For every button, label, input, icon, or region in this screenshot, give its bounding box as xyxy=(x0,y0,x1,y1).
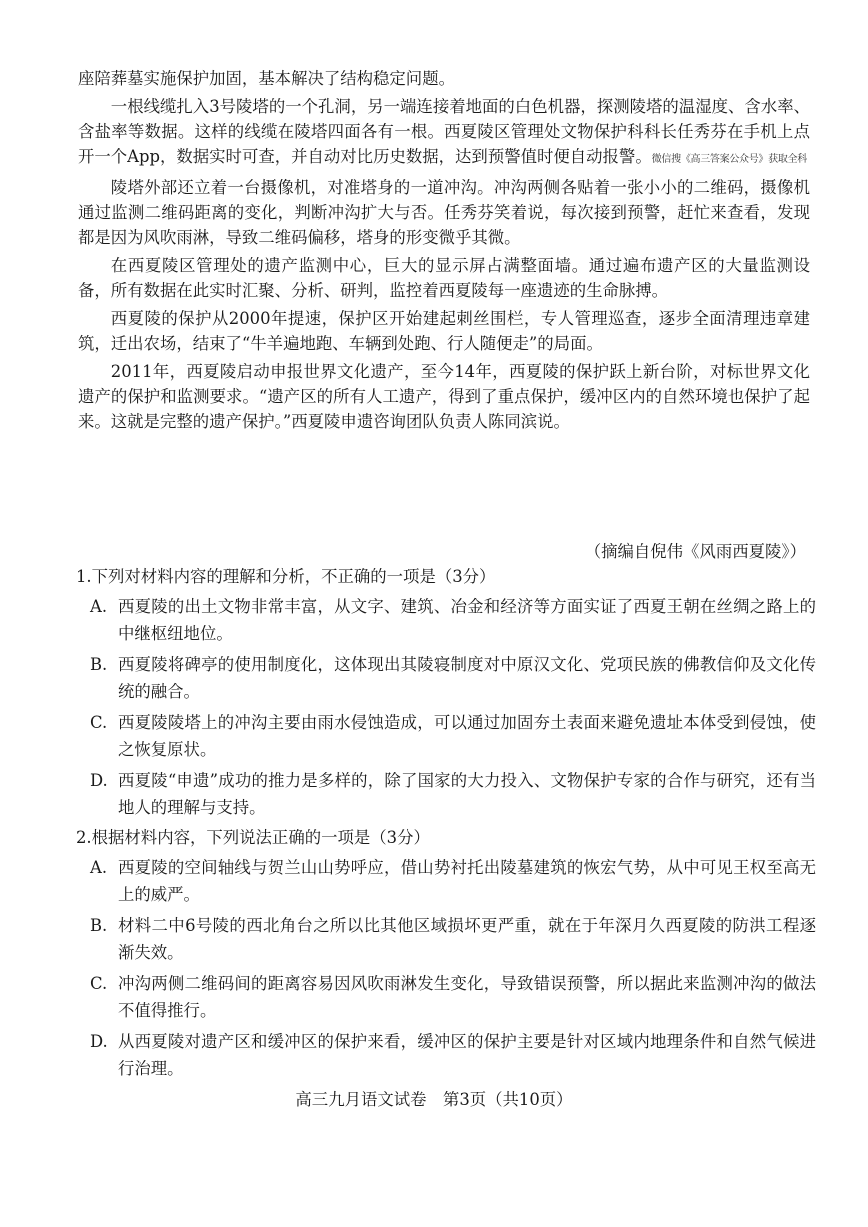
question-2-option-a[interactable] xyxy=(76,854,816,908)
option-text: 西夏陵的空间轴线与贺兰山山势呼应，借山势衬托出陵墓建筑的恢宏气势，从中可见王权至高无上的威严。 xyxy=(118,858,816,904)
question-2-option-b[interactable] xyxy=(76,912,816,966)
passage-source: （摘编自倪伟《风雨西夏陵》） xyxy=(584,542,806,561)
option-letter: C. xyxy=(90,974,108,993)
option-text: 西夏陵的出土文物非常丰富，从文字、建筑、冶金和经济等方面实证了西夏王朝在丝绸之路上的中继枢纽地位。 xyxy=(118,597,816,643)
passage-paragraph-6: 2011年，西夏陵启动申报世界文化遗产，至今14年，西夏陵的保护跃上新台阶，对标世界文化遗产的保护和监测要求。“遗产区的所有人工遗产，得到了重点保护，缓冲区内的自然环境也保护了起来。这就是完整的遗产保护。”西夏陵申遗咨询团队负责人陈同滨说。 xyxy=(78,362,810,431)
question-1-option-a[interactable] xyxy=(76,593,816,647)
reading-passage xyxy=(78,66,810,434)
passage-paragraph-4: 在西夏陵区管理处的遗产监测中心，巨大的显示屏占满整面墙。通过遍布遗产区的大量监测设备，所有数据在此实时汇聚、分析、研判，监控着西夏陵每一座遗迹的生命脉搏。 xyxy=(78,256,810,300)
option-letter: B. xyxy=(90,916,108,935)
option-text: 材料二中6号陵的西北角台之所以比其他区域损坏更严重，就在于年深月久西夏陵的防洪工程逐渐失效。 xyxy=(118,916,816,962)
option-text: 从西夏陵对遗产区和缓冲区的保护来看，缓冲区的保护主要是针对区域内地理条件和自然气候进行治理。 xyxy=(118,1032,816,1078)
option-text: 西夏陵将碑亭的使用制度化，这体现出其陵寝制度对中原汉文化、党项民族的佛教信仰及文化传统的融合。 xyxy=(118,655,816,701)
question-1-option-b[interactable] xyxy=(76,651,816,705)
passage-paragraph-2 xyxy=(78,94,810,172)
option-letter: A. xyxy=(90,597,108,616)
option-letter: B. xyxy=(90,655,108,674)
passage-paragraph-2-text: 一根线缆扎入3号陵塔的一个孔洞，另一端连接着地面的白色机器，探测陵塔的温湿度、含水率、含盐率等数据。这样的线缆在陵塔四面各有一根。西夏陵区管理处文物保护科科长任秀芬在手机上点开一个App，数据实时可查，并自动对比历史数据，达到预警值时便自动报警。 xyxy=(78,97,810,166)
passage-paragraph-1: 座陪葬墓实施保护加固，基本解决了结构稳定问题。 xyxy=(78,69,455,88)
question-1-stem: 1.下列对材料内容的理解和分析，不正确的一项是（3分） xyxy=(76,567,496,586)
passage-paragraph-3: 陵塔外部还立着一台摄像机，对准塔身的一道冲沟。冲沟两侧各贴着一张小小的二维码，摄像机通过监测二维码距离的变化，判断冲沟扩大与否。任秀芬笑着说，每次接到预警，赶忙来查看，发现都是因为风吹雨淋，导致二维码偏移，塔身的形变微乎其微。 xyxy=(78,178,810,247)
question-1 xyxy=(76,564,816,821)
option-text: 冲沟两侧二维码间的距离容易因风吹雨淋发生变化，导致错误预警，所以据此来监测冲沟的做法不值得推行。 xyxy=(118,974,816,1020)
option-letter: D. xyxy=(90,1032,108,1051)
option-text: 西夏陵陵塔上的冲沟主要由雨水侵蚀造成，可以通过加固夯土表面来避免遗址本体受到侵蚀，使之恢复原状。 xyxy=(118,713,816,759)
option-text: 西夏陵“申遗”成功的推力是多样的，除了国家的大力投入、文物保护专家的合作与研究，还有当地人的理解与支持。 xyxy=(118,771,816,817)
watermark-note: 微信搜《高三答案公众号》获取全科 xyxy=(651,154,807,165)
option-letter: C. xyxy=(90,713,108,732)
question-2 xyxy=(76,825,816,1082)
option-letter: A. xyxy=(90,858,108,877)
passage-paragraph-5: 西夏陵的保护从2000年提速，保护区开始建起刺丝围栏，专人管理巡查，逐步全面清理违章建筑，迁出农场，结束了“牛羊遍地跑、车辆到处跑、行人随便走”的局面。 xyxy=(78,309,810,353)
question-list xyxy=(76,564,816,1086)
question-1-option-c[interactable] xyxy=(76,709,816,763)
page-footer: 高三九月语文试卷 第3页（共10页） xyxy=(295,1090,573,1109)
question-1-option-d[interactable] xyxy=(76,767,816,821)
question-2-option-d[interactable] xyxy=(76,1028,816,1082)
question-2-stem: 2.根据材料内容，下列说法正确的一项是（3分） xyxy=(76,828,430,847)
option-letter: D. xyxy=(90,771,108,790)
question-2-option-c[interactable] xyxy=(76,970,816,1024)
